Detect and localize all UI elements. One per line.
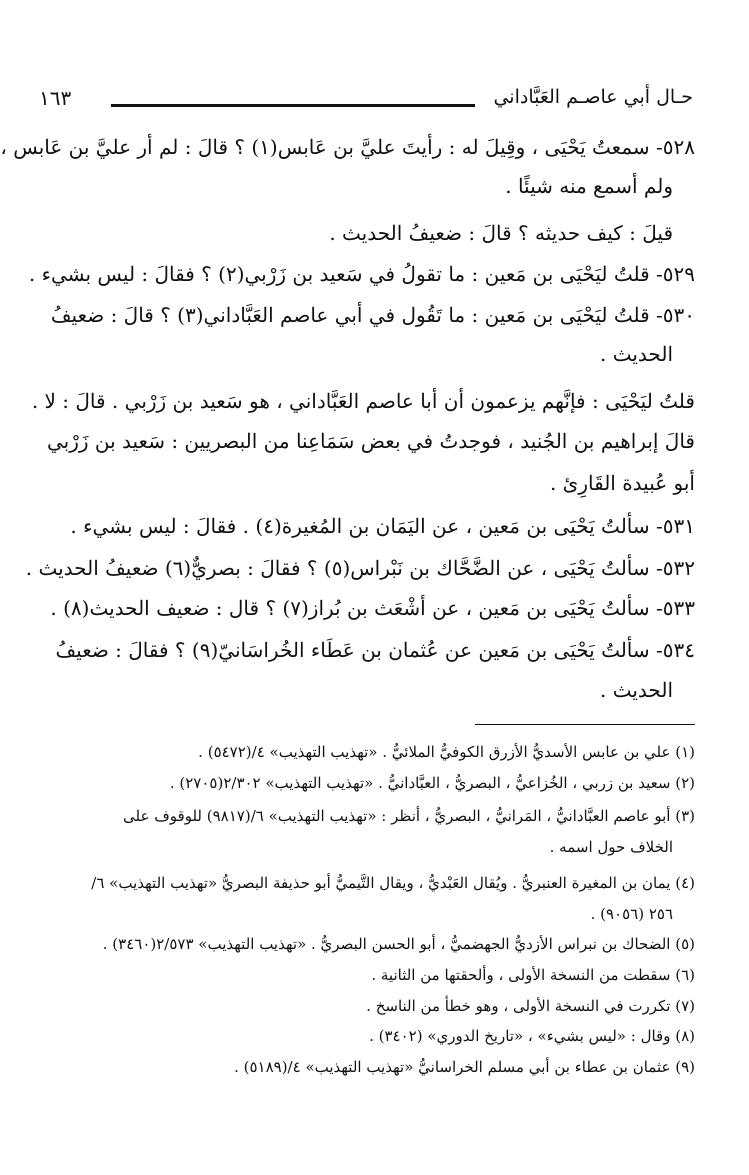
body-line: قيلَ : كيف حديثه ؟ قالَ : ضعيفُ الحديث . xyxy=(329,221,673,245)
body-line: أبو عُبيدة القَارِئ . xyxy=(549,471,695,495)
body-line: قلتُ ليَحْيَى : فإنَّهم يزعمون أن أبا عاصم العَبَّاداني ، هو سَعيد بن زَرْبي . قالَ : لا . xyxy=(31,389,695,413)
body-line: الحديث . xyxy=(600,342,673,366)
body-line: ٥٢٨- سمعتُ يَحْيَى ، وقِيلَ له : رأيتَ عليَّ بن عَابس(١) ؟ قالَ : لم أر عليَّ بن عَابس ، xyxy=(0,135,695,159)
body-line: ٥٣٤- سألتُ يَحْيَى بن مَعين عن عُثمان بن عَطَاء الخُراسَانيّ(٩) ؟ فقالَ : ضعيفُ xyxy=(55,638,695,662)
footnote-line: (٣) أبو عاصم العبَّادانيُّ ، المَرانيُّ ، البصريُّ ، أنظر : «تهذيب التهذيب» ٦/(٩٨١٧) للوقوف على xyxy=(123,807,695,825)
body-line: قالَ إبراهيم بن الجُنيد ، فوجدتُ في بعض سَمَاعِنا من البصريين : سَعيد بن زَرْبي xyxy=(46,429,695,453)
footnote-line: (١) علي بن عابس الأسديُّ الأزرق الكوفيُّ الملائيُّ . «تهذيب التهذيب» ٤/(٥٤٧٢) . xyxy=(198,743,695,761)
footnote-line: (٤) يمان بن المغيرة العنبريُّ . ويُقال العَبْديُّ ، ويقال التَّيميُّ أبو حذيفة البصريُّ «تهذيب التهذيب» ٦/ xyxy=(91,874,695,892)
footnote-line: (٢) سعيد بن زربي ، الخُزاعيُّ ، البصريُّ ، العبَّادانيُّ . «تهذيب التهذيب» ٢/٣٠٢(٢٧٠٥) . xyxy=(169,774,695,792)
footnote-line: (٥) الضحاك بن نبراس الأزديُّ الجهضميُّ ، أبو الحسن البصريُّ . «تهذيب التهذيب» ٢/٥٧٣(٣٤٦٠) . xyxy=(102,935,695,953)
footnote-line: (٩) عثمان بن عطاء بن أبي مسلم الخراسانيُّ «تهذيب التهذيب» ٤/(٥١٨٩) . xyxy=(234,1058,695,1076)
body-line: ٥٣٠- قلتُ ليَحْيَى بن مَعين : ما تَقُول في أبي عاصم العَبَّاداني(٣) ؟ قالَ : ضعيفُ xyxy=(50,303,695,327)
footnote-line: (٨) وقال : «ليس بشيء» ، «تاريخ الدوري» (٣٤٠٢) . xyxy=(369,1027,695,1045)
running-title: حـال أبي عاصـم العَبَّاداني xyxy=(493,86,693,108)
footnote-line: الخلاف حول اسمه . xyxy=(549,838,673,856)
footnote-line: (٦) سقطت من النسخة الأولى ، وألحقتها من الثانية . xyxy=(371,966,695,984)
footnote-line: ٢٥٦ (٩٠٥٦) . xyxy=(590,905,673,923)
page-number: ١٦٣ xyxy=(39,86,72,110)
body-line: ٥٣٢- سألتُ يَحْيَى ، عن الضَّحَّاك بن نَبْراس(٥) ؟ فقالَ : بصريٌّ(٦) ضعيفُ الحديث . xyxy=(25,556,695,580)
body-line: ٥٣٣- سألتُ يَحْيَى بن مَعين ، عن أشْعَث بن بُراز(٧) ؟ قال : ضعيف الحديث(٨) . xyxy=(50,596,695,620)
header-rule xyxy=(111,104,475,107)
body-line: ٥٣١- سألتُ يَحْيَى بن مَعين ، عن اليَمَان بن المُغيرة(٤) . فقالَ : ليس بشيء . xyxy=(70,514,695,538)
body-line: ٥٢٩- قلتُ ليَحْيَى بن مَعين : ما تقولُ في سَعيد بن زَرْبي(٢) ؟ فقالَ : ليس بشيء . xyxy=(28,262,695,286)
body-line: ولم أسمع منه شيئًا . xyxy=(505,174,673,198)
footnote-line: (٧) تكررت في النسخة الأولى ، وهو خطأ من الناسخ . xyxy=(366,997,695,1015)
body-line: الحديث . xyxy=(600,678,673,702)
footnote-divider xyxy=(475,724,695,725)
